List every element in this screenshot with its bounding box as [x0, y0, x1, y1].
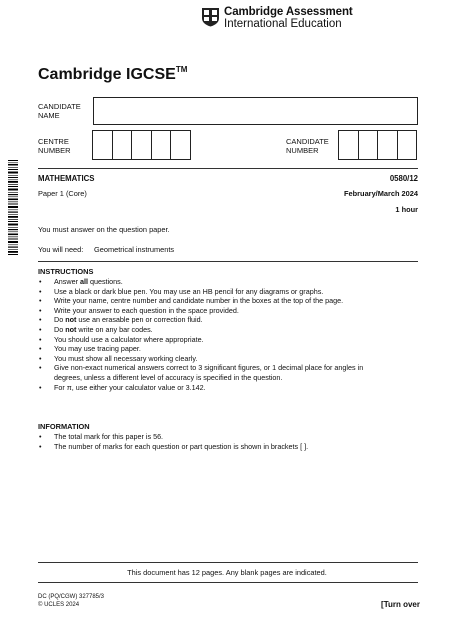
instruction-item: • Give non-exact numerical answers correct to 3 significant figures, or 1 decimal place for angles in [38, 363, 363, 373]
candidate-number-field[interactable] [339, 130, 417, 160]
equipment-label: You will need: [38, 245, 84, 254]
instruction-item: • You should use a calculator where appropriate. [38, 335, 363, 345]
centre-number-label: CENTRE NUMBER [38, 137, 71, 155]
information-item: • The number of marks for each question or part question is shown in brackets [ ]. [38, 442, 308, 452]
org-name-line2: International Education [224, 18, 342, 30]
instruction-item: • Do not write on any bar codes. [38, 325, 363, 335]
centre-number-field[interactable] [93, 130, 191, 160]
barcode-image [8, 160, 18, 256]
subject-title: MATHEMATICS [38, 174, 95, 183]
syllabus-code: 0580/12 [389, 174, 418, 183]
equipment-value: Geometrical instruments [94, 245, 175, 254]
instruction-item: • Answer all questions. [38, 277, 363, 287]
instruction-item: • You must show all necessary working clearly. [38, 354, 363, 364]
divider [38, 168, 418, 169]
candidate-name-field[interactable] [93, 97, 418, 125]
instruction-item: • Write your name, centre number and candidate number in the boxes at the top of the page. [38, 296, 363, 306]
exam-session: February/March 2024 [344, 189, 418, 198]
paper-name: Paper 1 (Core) [38, 189, 87, 198]
divider [38, 582, 418, 583]
page-title: Cambridge IGCSE™ [38, 65, 188, 83]
instruction-item-continued: degrees, unless a different level of accuracy is specified in the question. [54, 372, 283, 382]
candidate-name-label: CANDIDATE NAME [38, 102, 81, 120]
org-name-line1: Cambridge Assessment [224, 6, 353, 18]
instruction-item: • For π, use either your calculator value or 3.142. [38, 383, 363, 393]
information-heading: INFORMATION [38, 422, 90, 431]
answer-instruction: You must answer on the question paper. [38, 225, 170, 234]
page-count-note: This document has 12 pages. Any blank pages are indicated. [127, 568, 327, 577]
divider [38, 562, 418, 563]
information-list [38, 432, 308, 451]
trademark: TM [175, 65, 188, 74]
divider [38, 261, 418, 262]
instructions-heading: INSTRUCTIONS [38, 267, 94, 276]
turn-over-note: [Turn over [381, 600, 420, 609]
instruction-item: • Use a black or dark blue pen. You may use an HB pencil for any diagrams or graphs. [38, 287, 363, 297]
information-item: • The total mark for this paper is 56. [38, 432, 308, 442]
instruction-item: • You may use tracing paper. [38, 344, 363, 354]
exam-duration: 1 hour [395, 205, 418, 214]
instructions-list [38, 277, 363, 392]
instruction-item: • Write your answer to each question in the space provided. [38, 306, 363, 316]
candidate-number-label: CANDIDATE NUMBER [286, 137, 329, 155]
document-reference: DC (PQ/CGW) 327785/3 © UCLES 2024 [38, 594, 105, 608]
cambridge-shield-logo-icon [201, 7, 220, 27]
instruction-item: • Do not use an erasable pen or correction fluid. [38, 315, 363, 325]
